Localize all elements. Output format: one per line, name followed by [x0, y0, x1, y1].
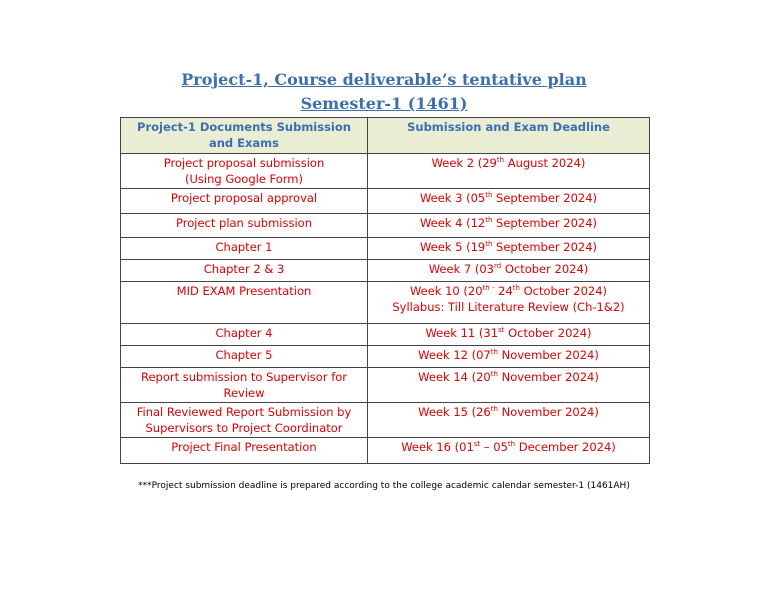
footnote: ***Project submission deadline is prepared according to the college academic calendar semester-1 (1461AH) — [138, 481, 630, 491]
deliverable-text: Chapter 4 — [215, 326, 273, 340]
deadline-part: Week 4 (12 — [419, 216, 486, 230]
deliverables-table — [120, 117, 650, 464]
ordinal-suffix: th — [485, 191, 493, 200]
ordinal-suffix: th — [490, 405, 498, 414]
deadline-text — [372, 190, 645, 206]
deliverable-text: Project proposal submission — [163, 156, 325, 170]
deadline-text — [372, 239, 645, 255]
deliverable-text: Chapter 1 — [215, 240, 273, 254]
table-header-row — [121, 118, 650, 154]
deadline-part: Week 12 (07 — [418, 348, 491, 362]
table-row — [121, 189, 650, 214]
deadline-part: Week 16 (01 — [401, 440, 474, 454]
deadline-part: December 2024) — [515, 440, 616, 454]
deadline-cell — [368, 368, 650, 403]
deadline-part: Week 15 (26 — [418, 405, 491, 419]
deliverable-text: Project proposal approval — [170, 191, 318, 205]
deadline-part: September 2024) — [492, 191, 598, 205]
deliverable-cell — [121, 214, 368, 238]
ordinal-suffix: th — [485, 240, 493, 249]
deadline-part: October 2024) — [501, 262, 589, 276]
deadline-cell — [368, 403, 650, 438]
deadline-part: Week 11 (31 — [425, 326, 499, 340]
deadline-part: Week 5 (19 — [419, 240, 486, 254]
table-row — [121, 324, 650, 346]
ordinal-suffix: st — [473, 440, 481, 449]
deadline-part: September 2024) — [492, 216, 598, 230]
column-header-documents: Project-1 Documents Submission and Exams — [121, 118, 368, 154]
deadline-text — [372, 347, 645, 363]
page-title: Project-1, Course deliverable’s tentative plan — [181, 70, 587, 89]
deliverable-cell — [121, 403, 368, 438]
deliverable-text: Chapter 5 — [215, 348, 273, 362]
deadline-cell — [368, 260, 650, 282]
deadline-cell — [368, 214, 650, 238]
deadline-text — [372, 155, 645, 171]
deadline-part: – 05 — [480, 440, 508, 454]
deadline-text — [372, 283, 645, 299]
deadline-cell — [368, 154, 650, 189]
deadline-part: Week 7 (03 — [428, 262, 494, 276]
table-row — [121, 214, 650, 238]
table-row — [121, 282, 650, 324]
table-row — [121, 438, 650, 464]
column-header-deadline: Submission and Exam Deadline — [368, 118, 650, 154]
deliverable-cell — [121, 438, 368, 464]
deliverable-cell — [121, 189, 368, 214]
deliverable-text: Chapter 2 & 3 — [203, 262, 285, 276]
page-subtitle: Semester-1 (1461) — [300, 94, 468, 113]
deadline-note: Syllabus: Till Literature Review (Ch-1&2) — [392, 300, 625, 314]
deadline-text — [372, 369, 645, 385]
ordinal-suffix: th — [490, 370, 498, 379]
deliverable-text: Report submission to Supervisor for — [140, 370, 348, 384]
deliverable-text: Project Final Presentation — [171, 440, 317, 454]
deadline-part: Week 10 (20 — [409, 284, 483, 298]
deliverable-text: MID EXAM Presentation — [176, 284, 312, 298]
deadline-part: October 2024) — [519, 284, 608, 298]
deadline-part: October 2024) — [504, 326, 592, 340]
table-row — [121, 260, 650, 282]
deliverable-cell — [121, 324, 368, 346]
deadline-cell — [368, 346, 650, 368]
table-row — [121, 238, 650, 260]
deliverable-text: Project plan submission — [176, 216, 312, 230]
deadline-cell — [368, 238, 650, 260]
deadline-cell — [368, 282, 650, 324]
ordinal-suffix: st — [498, 326, 505, 335]
ordinal-suffix: th — [512, 284, 520, 293]
ordinal-suffix: th — [496, 156, 505, 165]
deadline-part: 24 — [494, 284, 513, 298]
deadline-part: August 2024) — [504, 156, 586, 170]
deliverable-cell — [121, 260, 368, 282]
deliverable-text: Final Reviewed Report Submission by — [136, 405, 352, 419]
table-row — [121, 154, 650, 189]
deadline-part: November 2024) — [497, 348, 599, 362]
deliverable-cell — [121, 282, 368, 324]
deadline-text — [372, 439, 645, 455]
deadline-part: Week 3 (05 — [419, 191, 486, 205]
deadline-cell — [368, 189, 650, 214]
deadline-text — [372, 261, 645, 277]
deadline-part: September 2024) — [492, 240, 598, 254]
deliverable-cell — [121, 346, 368, 368]
deadline-part: November 2024) — [497, 405, 599, 419]
deliverable-cell — [121, 154, 368, 189]
table-row — [121, 346, 650, 368]
table-row — [121, 368, 650, 403]
deliverable-cell — [121, 238, 368, 260]
deadline-text — [372, 325, 645, 341]
deadline-cell — [368, 438, 650, 464]
deadline-cell — [368, 324, 650, 346]
deadline-part: Week 14 (20 — [418, 370, 491, 384]
table-row — [121, 403, 650, 438]
deadline-part: November 2024) — [497, 370, 599, 384]
deliverable-text: Review — [223, 386, 265, 400]
deliverable-cell — [121, 368, 368, 403]
ordinal-suffix: th - — [482, 284, 495, 293]
deadline-text — [372, 215, 645, 231]
deadline-part: Week 2 (29 — [431, 156, 497, 170]
deadline-text — [372, 404, 645, 420]
ordinal-suffix: rd — [493, 262, 502, 271]
ordinal-suffix: th — [485, 216, 493, 225]
deliverable-text: (Using Google Form) — [185, 172, 303, 186]
ordinal-suffix: th — [507, 440, 516, 449]
ordinal-suffix: th — [490, 348, 498, 357]
deliverable-text: Supervisors to Project Coordinator — [145, 421, 343, 435]
